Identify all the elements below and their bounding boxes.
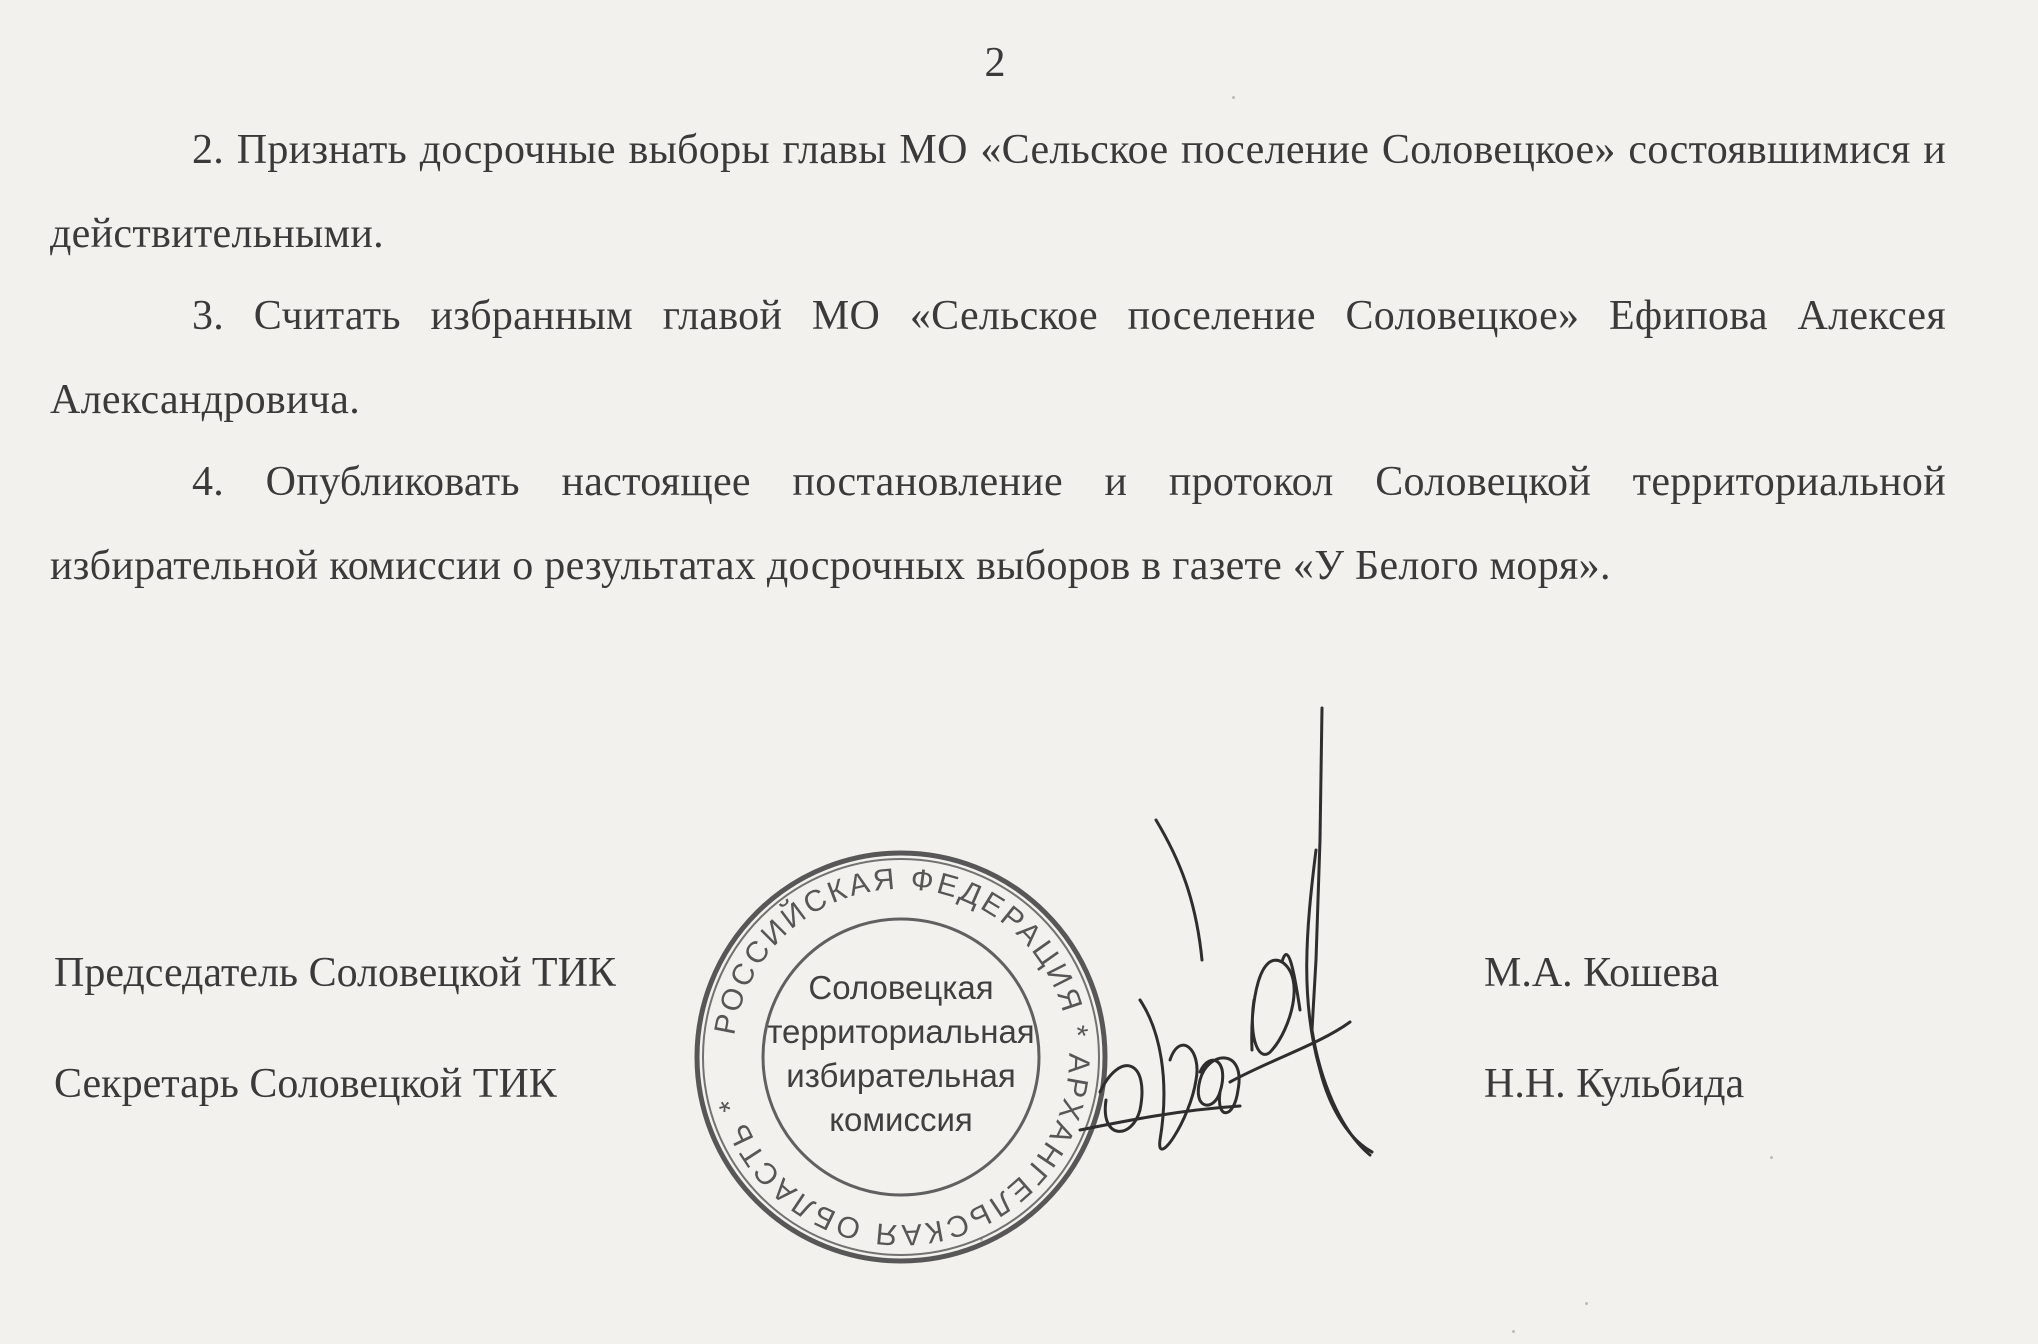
handwritten-signature	[1020, 700, 1440, 1180]
paragraph-2: 2. Признать досрочные выборы главы МО «Сельское поселение Соловецкое» состоявшимися и действительными.	[50, 127, 1946, 257]
scan-speck	[1585, 1302, 1588, 1305]
stamp-line: избирательная	[786, 1057, 1016, 1094]
stamp-line: Соловецкая	[808, 969, 994, 1006]
chair-name: М.А. Кошева	[1484, 950, 1719, 996]
stamp-line: территориальная	[767, 1013, 1035, 1050]
scan-speck	[1232, 96, 1235, 99]
paragraph-4: 4. Опубликовать настоящее постановление и протокол Соловецкой территориальной избирательной комиссии о результатах досрочных выборов в газете «У Белого моря».	[50, 459, 1946, 589]
stamp-ring-text: РОССИЙСКАЯ ФЕДЕРАЦИЯ * АРХАНГЕЛЬСКАЯ ОБЛАСТЬ *	[708, 862, 1096, 1252]
scan-speck	[1770, 1156, 1773, 1159]
paragraph-3: 3. Считать избранным главой МО «Сельское поселение Соловецкое» Ефипова Алексея Александровича.	[50, 293, 1946, 423]
stamp-line: комиссия	[829, 1101, 973, 1138]
secretary-name: Н.Н. Кульбида	[1484, 1061, 1745, 1107]
scan-speck	[1512, 1330, 1515, 1333]
chair-label: Председатель Соловецкой ТИК	[54, 950, 616, 996]
stamp-center-text	[736, 966, 1066, 1142]
secretary-label: Секретарь Соловецкой ТИК	[54, 1061, 557, 1107]
page-number: 2	[984, 40, 1006, 86]
